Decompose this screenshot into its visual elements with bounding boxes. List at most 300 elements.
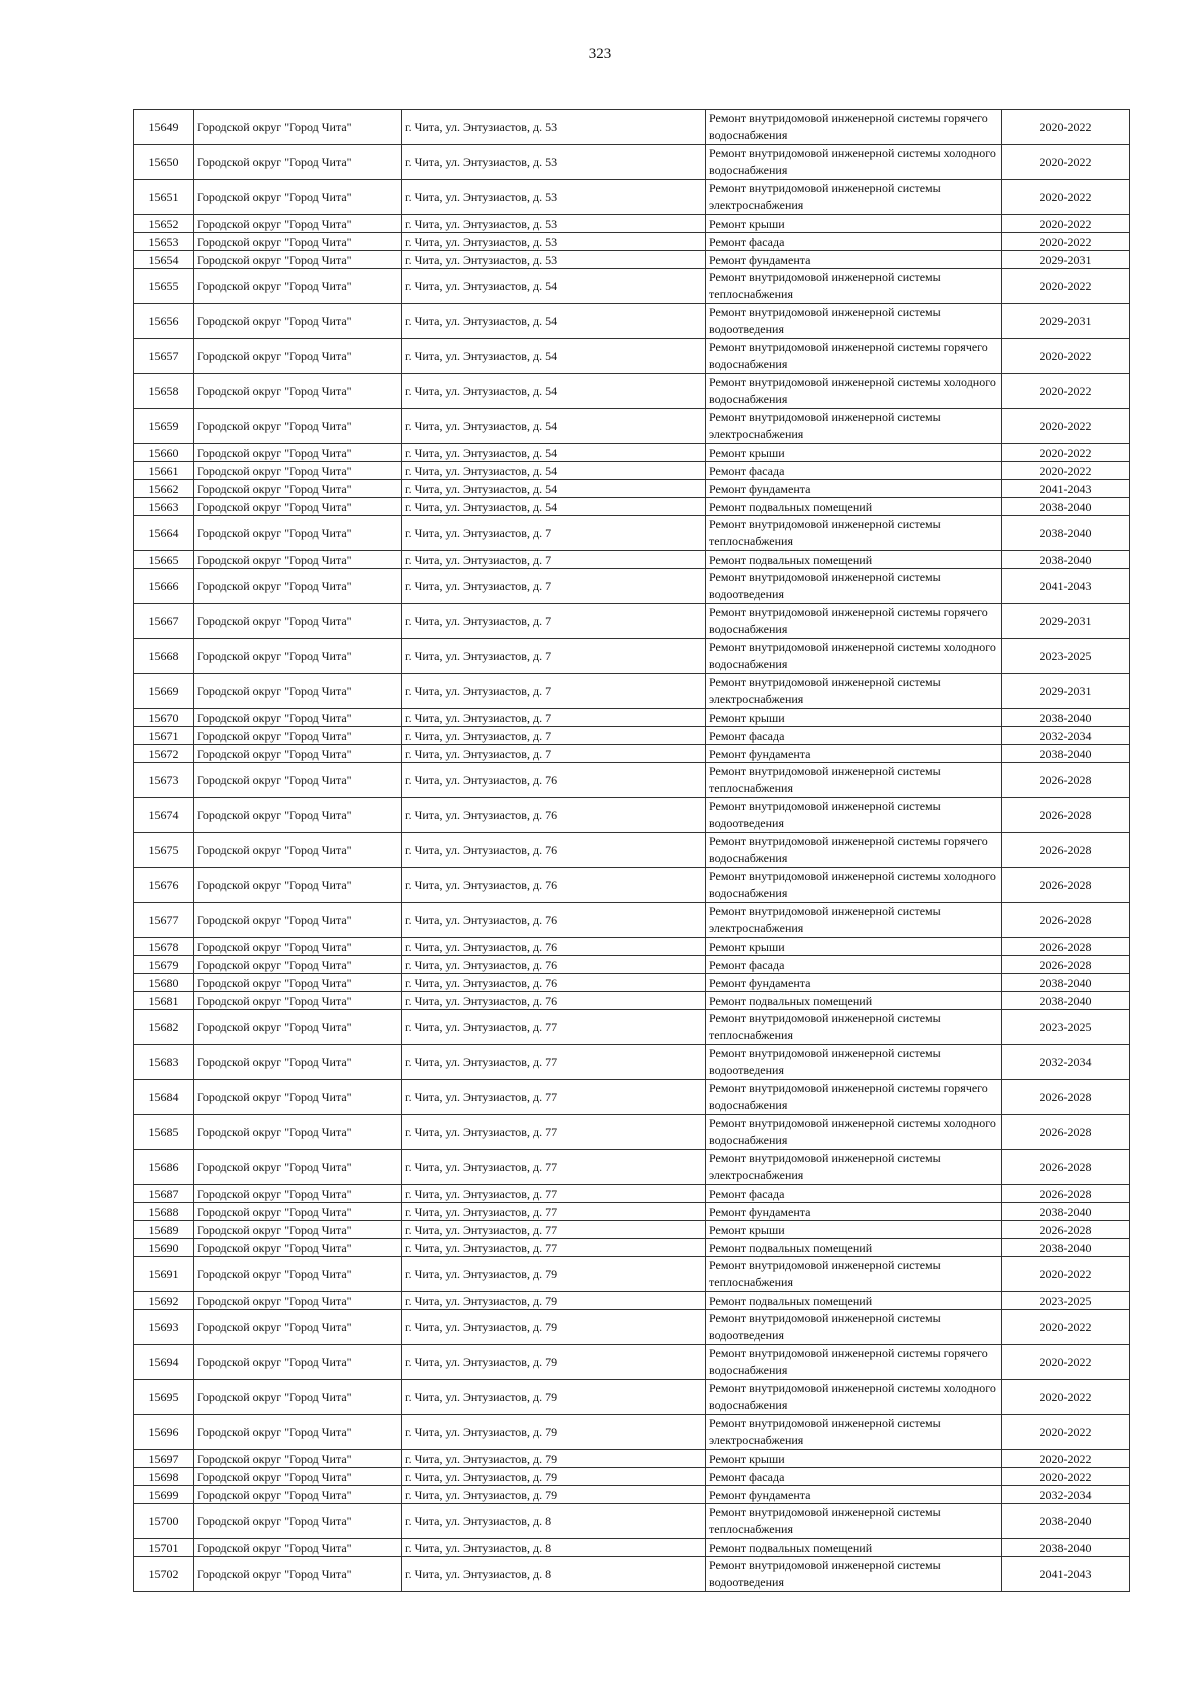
municipality-cell: Городской округ "Город Чита": [194, 639, 402, 674]
municipality-cell: Городской округ "Город Чита": [194, 215, 402, 233]
municipality-cell: Городской округ "Город Чита": [194, 269, 402, 304]
table-row: [134, 551, 1130, 569]
address-cell: г. Чита, ул. Энтузиастов, д. 7: [402, 639, 706, 674]
work-type-cell: Ремонт внутридомовой инженерной системы горячего водоснабжения: [706, 1345, 1002, 1380]
address-cell: г. Чита, ул. Энтузиастов, д. 53: [402, 110, 706, 145]
row-number-cell: 15653: [134, 233, 194, 251]
period-cell: 2041-2043: [1002, 480, 1130, 498]
work-type-cell: Ремонт фундамента: [706, 974, 1002, 992]
period-cell: 2029-2031: [1002, 251, 1130, 269]
row-number-cell: 15689: [134, 1221, 194, 1239]
work-type-cell: Ремонт фундамента: [706, 1203, 1002, 1221]
row-number-cell: 15662: [134, 480, 194, 498]
address-cell: г. Чита, ул. Энтузиастов, д. 76: [402, 938, 706, 956]
row-number-cell: 15693: [134, 1310, 194, 1345]
table-row: [134, 1450, 1130, 1468]
row-number-cell: 15652: [134, 215, 194, 233]
municipality-cell: Городской округ "Город Чита": [194, 1345, 402, 1380]
period-cell: 2038-2040: [1002, 1504, 1130, 1539]
table-row: [134, 1292, 1130, 1310]
municipality-cell: Городской округ "Город Чита": [194, 409, 402, 444]
work-type-cell: Ремонт внутридомовой инженерной системы холодного водоснабжения: [706, 1115, 1002, 1150]
address-cell: г. Чита, ул. Энтузиастов, д. 54: [402, 444, 706, 462]
period-cell: 2026-2028: [1002, 798, 1130, 833]
row-number-cell: 15700: [134, 1504, 194, 1539]
address-cell: г. Чита, ул. Энтузиастов, д. 77: [402, 1221, 706, 1239]
municipality-cell: Городской округ "Город Чита": [194, 868, 402, 903]
address-cell: г. Чита, ул. Энтузиастов, д. 7: [402, 674, 706, 709]
table-row: [134, 604, 1130, 639]
work-type-cell: Ремонт крыши: [706, 1450, 1002, 1468]
table-row: [134, 1239, 1130, 1257]
table-row: [134, 1257, 1130, 1292]
address-cell: г. Чита, ул. Энтузиастов, д. 77: [402, 1239, 706, 1257]
table-body: [134, 110, 1130, 1592]
row-number-cell: 15696: [134, 1415, 194, 1450]
table-row: [134, 1115, 1130, 1150]
table-row: [134, 1468, 1130, 1486]
table-row: [134, 798, 1130, 833]
work-type-cell: Ремонт подвальных помещений: [706, 1539, 1002, 1557]
work-type-cell: Ремонт внутридомовой инженерной системы водоотведения: [706, 304, 1002, 339]
period-cell: 2020-2022: [1002, 1468, 1130, 1486]
table-row: [134, 1380, 1130, 1415]
period-cell: 2038-2040: [1002, 709, 1130, 727]
work-type-cell: Ремонт внутридомовой инженерной системы теплоснабжения: [706, 1504, 1002, 1539]
table-row: [134, 409, 1130, 444]
municipality-cell: Городской округ "Город Чита": [194, 1203, 402, 1221]
work-type-cell: Ремонт внутридомовой инженерной системы горячего водоснабжения: [706, 339, 1002, 374]
row-number-cell: 15684: [134, 1080, 194, 1115]
municipality-cell: Городской округ "Город Чита": [194, 551, 402, 569]
work-type-cell: Ремонт внутридомовой инженерной системы водоотведения: [706, 798, 1002, 833]
table-row: [134, 304, 1130, 339]
row-number-cell: 15669: [134, 674, 194, 709]
municipality-cell: Городской округ "Город Чита": [194, 462, 402, 480]
address-cell: г. Чита, ул. Энтузиастов, д. 76: [402, 956, 706, 974]
work-type-cell: Ремонт подвальных помещений: [706, 992, 1002, 1010]
period-cell: 2038-2040: [1002, 745, 1130, 763]
municipality-cell: Городской округ "Город Чита": [194, 1292, 402, 1310]
work-type-cell: Ремонт подвальных помещений: [706, 551, 1002, 569]
address-cell: г. Чита, ул. Энтузиастов, д. 7: [402, 745, 706, 763]
row-number-cell: 15657: [134, 339, 194, 374]
row-number-cell: 15702: [134, 1557, 194, 1592]
address-cell: г. Чита, ул. Энтузиастов, д. 79: [402, 1415, 706, 1450]
row-number-cell: 15660: [134, 444, 194, 462]
municipality-cell: Городской округ "Город Чита": [194, 956, 402, 974]
work-type-cell: Ремонт внутридомовой инженерной системы холодного водоснабжения: [706, 374, 1002, 409]
address-cell: г. Чита, ул. Энтузиастов, д. 7: [402, 569, 706, 604]
municipality-cell: Городской округ "Город Чита": [194, 1010, 402, 1045]
row-number-cell: 15687: [134, 1185, 194, 1203]
row-number-cell: 15698: [134, 1468, 194, 1486]
table-row: [134, 938, 1130, 956]
period-cell: 2020-2022: [1002, 215, 1130, 233]
address-cell: г. Чита, ул. Энтузиастов, д. 53: [402, 145, 706, 180]
row-number-cell: 15675: [134, 833, 194, 868]
row-number-cell: 15670: [134, 709, 194, 727]
work-type-cell: Ремонт внутридомовой инженерной системы электроснабжения: [706, 903, 1002, 938]
table-row: [134, 868, 1130, 903]
table-row: [134, 251, 1130, 269]
row-number-cell: 15651: [134, 180, 194, 215]
address-cell: г. Чита, ул. Энтузиастов, д. 77: [402, 1185, 706, 1203]
address-cell: г. Чита, ул. Энтузиастов, д. 79: [402, 1257, 706, 1292]
period-cell: 2020-2022: [1002, 444, 1130, 462]
address-cell: г. Чита, ул. Энтузиастов, д. 77: [402, 1080, 706, 1115]
period-cell: 2038-2040: [1002, 1539, 1130, 1557]
municipality-cell: Городской округ "Город Чита": [194, 833, 402, 868]
address-cell: г. Чита, ул. Энтузиастов, д. 54: [402, 304, 706, 339]
municipality-cell: Городской округ "Город Чита": [194, 745, 402, 763]
work-type-cell: Ремонт внутридомовой инженерной системы электроснабжения: [706, 180, 1002, 215]
work-type-cell: Ремонт фасада: [706, 1185, 1002, 1203]
address-cell: г. Чита, ул. Энтузиастов, д. 76: [402, 974, 706, 992]
municipality-cell: Городской округ "Город Чита": [194, 903, 402, 938]
period-cell: 2038-2040: [1002, 1203, 1130, 1221]
municipality-cell: Городской округ "Город Чита": [194, 1185, 402, 1203]
period-cell: 2032-2034: [1002, 1045, 1130, 1080]
work-type-cell: Ремонт подвальных помещений: [706, 1292, 1002, 1310]
address-cell: г. Чита, ул. Энтузиастов, д. 76: [402, 903, 706, 938]
row-number-cell: 15673: [134, 763, 194, 798]
municipality-cell: Городской округ "Город Чита": [194, 1504, 402, 1539]
table-row: [134, 1010, 1130, 1045]
address-cell: г. Чита, ул. Энтузиастов, д. 54: [402, 462, 706, 480]
municipality-cell: Городской округ "Город Чита": [194, 1045, 402, 1080]
row-number-cell: 15694: [134, 1345, 194, 1380]
table-row: [134, 180, 1130, 215]
table-row: [134, 233, 1130, 251]
row-number-cell: 15664: [134, 516, 194, 551]
address-cell: г. Чита, ул. Энтузиастов, д. 79: [402, 1380, 706, 1415]
address-cell: г. Чита, ул. Энтузиастов, д. 79: [402, 1486, 706, 1504]
municipality-cell: Городской округ "Город Чита": [194, 604, 402, 639]
municipality-cell: Городской округ "Город Чита": [194, 1257, 402, 1292]
work-type-cell: Ремонт внутридомовой инженерной системы водоотведения: [706, 1310, 1002, 1345]
row-number-cell: 15655: [134, 269, 194, 304]
table-row: [134, 1203, 1130, 1221]
work-type-cell: Ремонт внутридомовой инженерной системы теплоснабжения: [706, 1010, 1002, 1045]
municipality-cell: Городской округ "Город Чита": [194, 1557, 402, 1592]
table-row: [134, 974, 1130, 992]
municipality-cell: Городской округ "Город Чита": [194, 1115, 402, 1150]
table-row: [134, 1504, 1130, 1539]
work-type-cell: Ремонт фундамента: [706, 251, 1002, 269]
address-cell: г. Чита, ул. Энтузиастов, д. 76: [402, 868, 706, 903]
municipality-cell: Городской округ "Город Чита": [194, 480, 402, 498]
address-cell: г. Чита, ул. Энтузиастов, д. 7: [402, 551, 706, 569]
table-row: [134, 1080, 1130, 1115]
row-number-cell: 15691: [134, 1257, 194, 1292]
municipality-cell: Городской округ "Город Чита": [194, 251, 402, 269]
row-number-cell: 15677: [134, 903, 194, 938]
municipality-cell: Городской округ "Город Чита": [194, 180, 402, 215]
row-number-cell: 15649: [134, 110, 194, 145]
row-number-cell: 15701: [134, 1539, 194, 1557]
table-row: [134, 462, 1130, 480]
municipality-cell: Городской округ "Город Чита": [194, 1080, 402, 1115]
row-number-cell: 15654: [134, 251, 194, 269]
municipality-cell: Городской округ "Город Чита": [194, 1380, 402, 1415]
period-cell: 2020-2022: [1002, 269, 1130, 304]
municipality-cell: Городской округ "Город Чита": [194, 1450, 402, 1468]
address-cell: г. Чита, ул. Энтузиастов, д. 77: [402, 1045, 706, 1080]
period-cell: 2041-2043: [1002, 569, 1130, 604]
table-row: [134, 1310, 1130, 1345]
row-number-cell: 15678: [134, 938, 194, 956]
municipality-cell: Городской округ "Город Чита": [194, 938, 402, 956]
municipality-cell: Городской округ "Город Чита": [194, 304, 402, 339]
table-row: [134, 1539, 1130, 1557]
municipality-cell: Городской округ "Город Чита": [194, 374, 402, 409]
address-cell: г. Чита, ул. Энтузиастов, д. 77: [402, 1203, 706, 1221]
period-cell: 2023-2025: [1002, 1010, 1130, 1045]
table-row: [134, 639, 1130, 674]
municipality-cell: Городской округ "Город Чита": [194, 763, 402, 798]
table-row: [134, 269, 1130, 304]
period-cell: 2020-2022: [1002, 1257, 1130, 1292]
address-cell: г. Чита, ул. Энтузиастов, д. 53: [402, 233, 706, 251]
address-cell: г. Чита, ул. Энтузиастов, д. 54: [402, 498, 706, 516]
table-row: [134, 709, 1130, 727]
municipality-cell: Городской округ "Город Чита": [194, 1239, 402, 1257]
municipality-cell: Городской округ "Город Чита": [194, 569, 402, 604]
repair-schedule-table: [133, 109, 1130, 1592]
address-cell: г. Чита, ул. Энтузиастов, д. 54: [402, 269, 706, 304]
work-type-cell: Ремонт внутридомовой инженерной системы холодного водоснабжения: [706, 145, 1002, 180]
period-cell: 2020-2022: [1002, 1450, 1130, 1468]
table-row: [134, 516, 1130, 551]
table-row: [134, 444, 1130, 462]
work-type-cell: Ремонт внутридомовой инженерной системы электроснабжения: [706, 409, 1002, 444]
period-cell: 2038-2040: [1002, 1239, 1130, 1257]
table-row: [134, 569, 1130, 604]
address-cell: г. Чита, ул. Энтузиастов, д. 76: [402, 992, 706, 1010]
row-number-cell: 15674: [134, 798, 194, 833]
address-cell: г. Чита, ул. Энтузиастов, д. 8: [402, 1504, 706, 1539]
row-number-cell: 15676: [134, 868, 194, 903]
row-number-cell: 15697: [134, 1450, 194, 1468]
work-type-cell: Ремонт внутридомовой инженерной системы горячего водоснабжения: [706, 110, 1002, 145]
address-cell: г. Чита, ул. Энтузиастов, д. 77: [402, 1150, 706, 1185]
work-type-cell: Ремонт внутридомовой инженерной системы холодного водоснабжения: [706, 1380, 1002, 1415]
row-number-cell: 15679: [134, 956, 194, 974]
period-cell: 2026-2028: [1002, 956, 1130, 974]
work-type-cell: Ремонт внутридомовой инженерной системы электроснабжения: [706, 1415, 1002, 1450]
table-row: [134, 1415, 1130, 1450]
period-cell: 2020-2022: [1002, 1380, 1130, 1415]
work-type-cell: Ремонт внутридомовой инженерной системы водоотведения: [706, 1557, 1002, 1592]
address-cell: г. Чита, ул. Энтузиастов, д. 79: [402, 1450, 706, 1468]
work-type-cell: Ремонт внутридомовой инженерной системы теплоснабжения: [706, 269, 1002, 304]
work-type-cell: Ремонт фундамента: [706, 1486, 1002, 1504]
row-number-cell: 15672: [134, 745, 194, 763]
address-cell: г. Чита, ул. Энтузиастов, д. 54: [402, 480, 706, 498]
address-cell: г. Чита, ул. Энтузиастов, д. 54: [402, 374, 706, 409]
work-type-cell: Ремонт крыши: [706, 444, 1002, 462]
address-cell: г. Чита, ул. Энтузиастов, д. 76: [402, 798, 706, 833]
work-type-cell: Ремонт фасада: [706, 956, 1002, 974]
period-cell: 2038-2040: [1002, 551, 1130, 569]
row-number-cell: 15683: [134, 1045, 194, 1080]
municipality-cell: Городской округ "Город Чита": [194, 233, 402, 251]
period-cell: 2038-2040: [1002, 992, 1130, 1010]
row-number-cell: 15661: [134, 462, 194, 480]
address-cell: г. Чита, ул. Энтузиастов, д. 54: [402, 339, 706, 374]
row-number-cell: 15680: [134, 974, 194, 992]
period-cell: 2023-2025: [1002, 639, 1130, 674]
period-cell: 2020-2022: [1002, 462, 1130, 480]
work-type-cell: Ремонт внутридомовой инженерной системы холодного водоснабжения: [706, 639, 1002, 674]
period-cell: 2020-2022: [1002, 1310, 1130, 1345]
address-cell: г. Чита, ул. Энтузиастов, д. 79: [402, 1292, 706, 1310]
period-cell: 2041-2043: [1002, 1557, 1130, 1592]
row-number-cell: 15659: [134, 409, 194, 444]
row-number-cell: 15681: [134, 992, 194, 1010]
period-cell: 2020-2022: [1002, 339, 1130, 374]
period-cell: 2020-2022: [1002, 233, 1130, 251]
table-row: [134, 1486, 1130, 1504]
address-cell: г. Чита, ул. Энтузиастов, д. 77: [402, 1115, 706, 1150]
row-number-cell: 15650: [134, 145, 194, 180]
address-cell: г. Чита, ул. Энтузиастов, д. 7: [402, 604, 706, 639]
table-row: [134, 763, 1130, 798]
period-cell: 2038-2040: [1002, 974, 1130, 992]
work-type-cell: Ремонт внутридомовой инженерной системы теплоснабжения: [706, 516, 1002, 551]
municipality-cell: Городской округ "Город Чита": [194, 974, 402, 992]
period-cell: 2038-2040: [1002, 516, 1130, 551]
municipality-cell: Городской округ "Город Чита": [194, 1221, 402, 1239]
table-row: [134, 145, 1130, 180]
municipality-cell: Городской округ "Город Чита": [194, 727, 402, 745]
period-cell: 2032-2034: [1002, 727, 1130, 745]
work-type-cell: Ремонт подвальных помещений: [706, 1239, 1002, 1257]
period-cell: 2026-2028: [1002, 903, 1130, 938]
period-cell: 2026-2028: [1002, 1185, 1130, 1203]
period-cell: 2020-2022: [1002, 374, 1130, 409]
municipality-cell: Городской округ "Город Чита": [194, 1486, 402, 1504]
period-cell: 2029-2031: [1002, 604, 1130, 639]
address-cell: г. Чита, ул. Энтузиастов, д. 79: [402, 1310, 706, 1345]
work-type-cell: Ремонт фасада: [706, 727, 1002, 745]
row-number-cell: 15685: [134, 1115, 194, 1150]
municipality-cell: Городской округ "Город Чита": [194, 1310, 402, 1345]
row-number-cell: 15688: [134, 1203, 194, 1221]
municipality-cell: Городской округ "Город Чита": [194, 674, 402, 709]
municipality-cell: Городской округ "Город Чита": [194, 798, 402, 833]
row-number-cell: 15690: [134, 1239, 194, 1257]
period-cell: 2029-2031: [1002, 674, 1130, 709]
table-row: [134, 339, 1130, 374]
table-row: [134, 110, 1130, 145]
municipality-cell: Городской округ "Город Чита": [194, 339, 402, 374]
address-cell: г. Чита, ул. Энтузиастов, д. 7: [402, 516, 706, 551]
period-cell: 2026-2028: [1002, 1115, 1130, 1150]
row-number-cell: 15692: [134, 1292, 194, 1310]
municipality-cell: Городской округ "Город Чита": [194, 1415, 402, 1450]
work-type-cell: Ремонт крыши: [706, 1221, 1002, 1239]
work-type-cell: Ремонт внутридомовой инженерной системы водоотведения: [706, 569, 1002, 604]
period-cell: 2026-2028: [1002, 1221, 1130, 1239]
row-number-cell: 15671: [134, 727, 194, 745]
municipality-cell: Городской округ "Город Чита": [194, 110, 402, 145]
municipality-cell: Городской округ "Город Чита": [194, 516, 402, 551]
address-cell: г. Чита, ул. Энтузиастов, д. 8: [402, 1557, 706, 1592]
table-row: [134, 1221, 1130, 1239]
period-cell: 2026-2028: [1002, 868, 1130, 903]
row-number-cell: 15666: [134, 569, 194, 604]
work-type-cell: Ремонт внутридомовой инженерной системы горячего водоснабжения: [706, 604, 1002, 639]
work-type-cell: Ремонт внутридомовой инженерной системы теплоснабжения: [706, 1257, 1002, 1292]
period-cell: 2020-2022: [1002, 409, 1130, 444]
municipality-cell: Городской округ "Город Чита": [194, 498, 402, 516]
table-row: [134, 1345, 1130, 1380]
address-cell: г. Чита, ул. Энтузиастов, д. 76: [402, 763, 706, 798]
table-row: [134, 498, 1130, 516]
work-type-cell: Ремонт внутридомовой инженерной системы горячего водоснабжения: [706, 833, 1002, 868]
address-cell: г. Чита, ул. Энтузиастов, д. 8: [402, 1539, 706, 1557]
work-type-cell: Ремонт внутридомовой инженерной системы водоотведения: [706, 1045, 1002, 1080]
work-type-cell: Ремонт крыши: [706, 938, 1002, 956]
municipality-cell: Городской округ "Город Чита": [194, 1150, 402, 1185]
page-number: 323: [588, 46, 612, 62]
work-type-cell: Ремонт фундамента: [706, 480, 1002, 498]
table-row: [134, 727, 1130, 745]
table-row: [134, 956, 1130, 974]
address-cell: г. Чита, ул. Энтузиастов, д. 79: [402, 1345, 706, 1380]
address-cell: г. Чита, ул. Энтузиастов, д. 53: [402, 251, 706, 269]
work-type-cell: Ремонт подвальных помещений: [706, 498, 1002, 516]
address-cell: г. Чита, ул. Энтузиастов, д. 7: [402, 727, 706, 745]
table-row: [134, 1045, 1130, 1080]
work-type-cell: Ремонт фундамента: [706, 745, 1002, 763]
period-cell: 2029-2031: [1002, 304, 1130, 339]
row-number-cell: 15658: [134, 374, 194, 409]
work-type-cell: Ремонт внутридомовой инженерной системы электроснабжения: [706, 674, 1002, 709]
municipality-cell: Городской округ "Город Чита": [194, 145, 402, 180]
address-cell: г. Чита, ул. Энтузиастов, д. 53: [402, 180, 706, 215]
work-type-cell: Ремонт внутридомовой инженерной системы теплоснабжения: [706, 763, 1002, 798]
municipality-cell: Городской округ "Город Чита": [194, 1539, 402, 1557]
municipality-cell: Городской округ "Город Чита": [194, 1468, 402, 1486]
table-row: [134, 1557, 1130, 1592]
row-number-cell: 15695: [134, 1380, 194, 1415]
period-cell: 2020-2022: [1002, 1345, 1130, 1380]
period-cell: 2020-2022: [1002, 1415, 1130, 1450]
work-type-cell: Ремонт внутридомовой инженерной системы электроснабжения: [706, 1150, 1002, 1185]
municipality-cell: Городской округ "Город Чита": [194, 709, 402, 727]
municipality-cell: Городской округ "Город Чита": [194, 444, 402, 462]
period-cell: 2026-2028: [1002, 763, 1130, 798]
table-row: [134, 903, 1130, 938]
period-cell: 2023-2025: [1002, 1292, 1130, 1310]
period-cell: 2026-2028: [1002, 938, 1130, 956]
work-type-cell: Ремонт фасада: [706, 233, 1002, 251]
municipality-cell: Городской округ "Город Чита": [194, 992, 402, 1010]
work-type-cell: Ремонт крыши: [706, 709, 1002, 727]
work-type-cell: Ремонт внутридомовой инженерной системы горячего водоснабжения: [706, 1080, 1002, 1115]
table-row: [134, 833, 1130, 868]
work-type-cell: Ремонт внутридомовой инженерной системы холодного водоснабжения: [706, 868, 1002, 903]
table-row: [134, 745, 1130, 763]
period-cell: 2020-2022: [1002, 180, 1130, 215]
row-number-cell: 15665: [134, 551, 194, 569]
table-row: [134, 215, 1130, 233]
table-row: [134, 374, 1130, 409]
table-row: [134, 674, 1130, 709]
